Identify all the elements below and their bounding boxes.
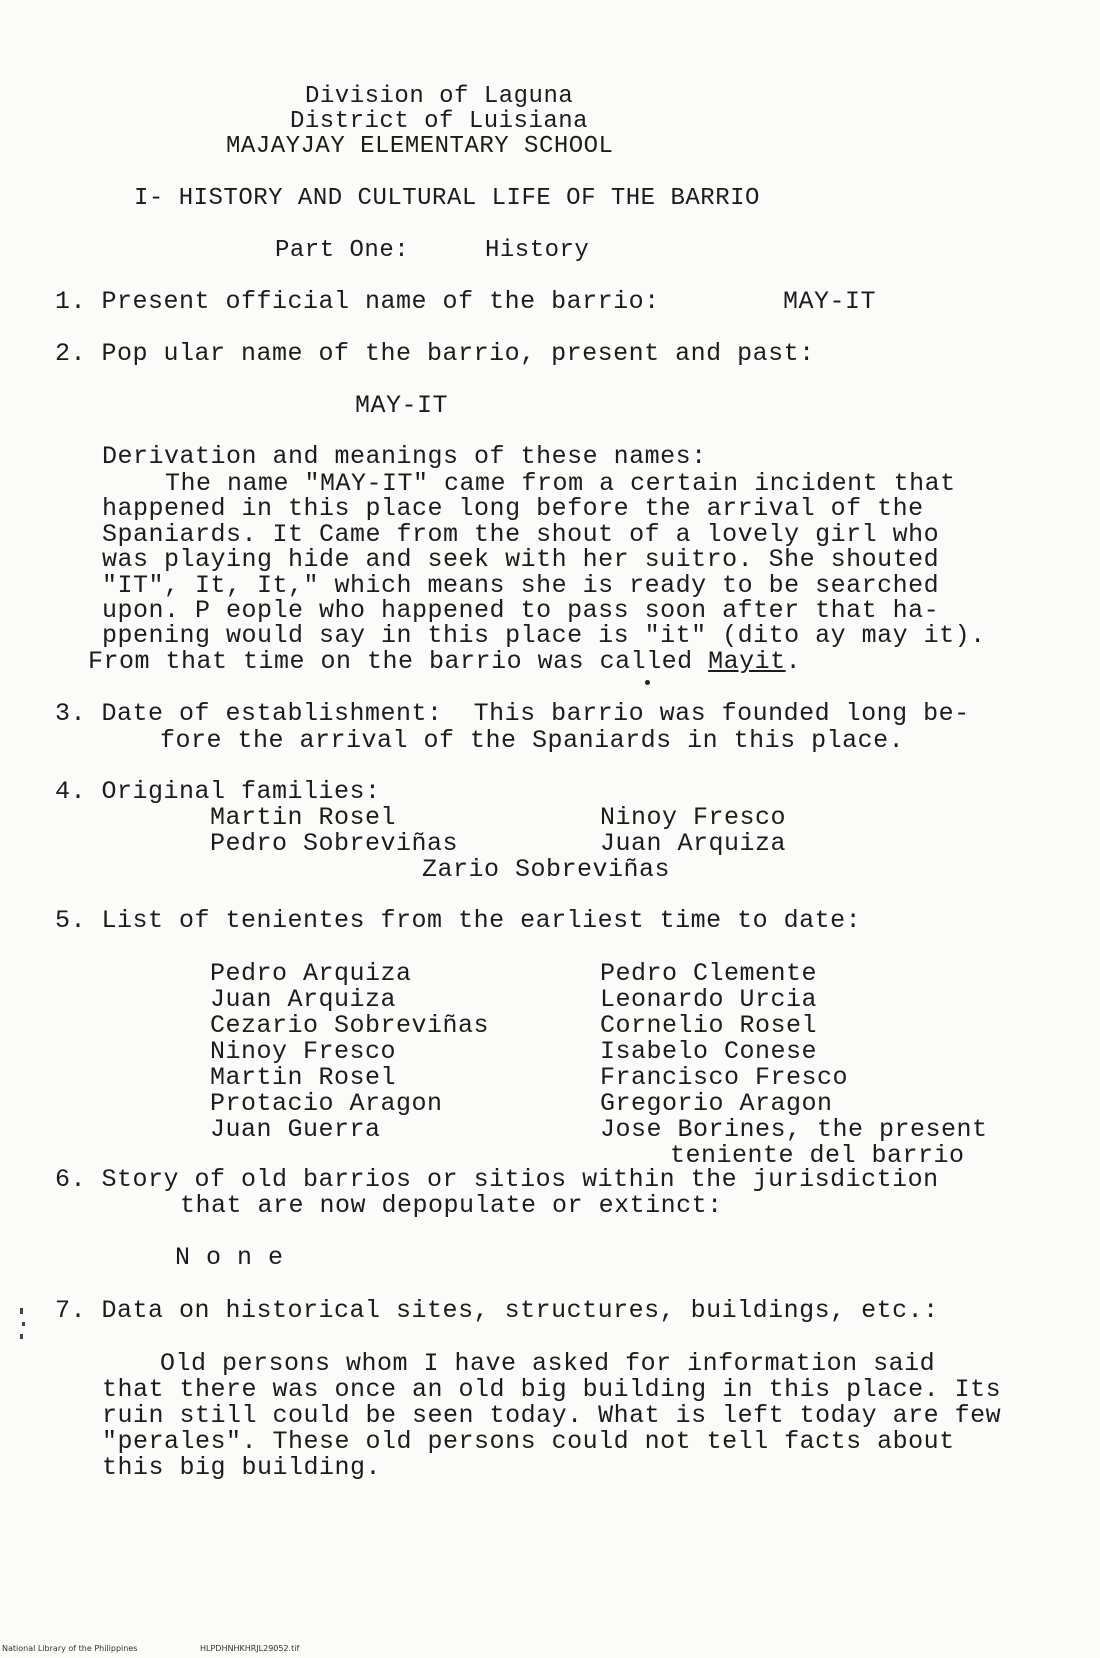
q6-answer: N o n e — [175, 1243, 284, 1272]
sentence-end: . — [785, 647, 802, 676]
ink-speck — [645, 680, 650, 685]
teniente-name: Jose Borines, the present — [600, 1115, 988, 1144]
teniente-name: Juan Guerra — [210, 1115, 381, 1144]
teniente-name: Pedro Arquiza — [210, 959, 412, 988]
derivation-line: Spaniards. It Came from the shout of a lovely girl who — [102, 520, 940, 549]
derivation-line: upon. P eople who happened to pass soon after that ha- — [102, 596, 940, 625]
derivation-line: ppening would say in this place is "it" (dito ay may it). — [102, 621, 986, 650]
district-heading: District of Luisiana — [290, 108, 589, 135]
teniente-name: Francisco Fresco — [600, 1063, 849, 1092]
teniente-name: Pedro Clemente — [600, 959, 818, 988]
teniente-name: Juan Arquiza — [210, 985, 397, 1014]
division-heading: Division of Laguna — [305, 83, 574, 110]
derivation-line: The name "MAY-IT" came from a certain incident that — [165, 469, 956, 498]
derivation-line: "IT", It, It," which means she is ready to be searched — [102, 571, 940, 600]
q7-text-line: this big building. — [102, 1453, 382, 1482]
q7-text-line: "perales". These old persons could not tell facts about — [102, 1427, 955, 1456]
derivation-line-last — [88, 648, 801, 676]
q7-text-line: ruin still could be seen today. What is left today are few — [102, 1401, 1002, 1430]
teniente-name: Martin Rosel — [210, 1063, 397, 1092]
part-label: Part One: — [275, 237, 410, 264]
family-name: Pedro Sobreviñas — [210, 829, 459, 858]
derivation-line: happened in this place long before the arrival of the — [102, 494, 924, 523]
teniente-name: Ninoy Fresco — [210, 1037, 397, 1066]
school-heading: MAJAYJAY ELEMENTARY SCHOOL — [226, 133, 614, 160]
q2-label: 2. Pop ular name of the barrio, present and past: — [55, 339, 815, 368]
q2-answer: MAY-IT — [355, 391, 449, 420]
family-name: Zario Sobreviñas — [422, 855, 671, 884]
teniente-name: Gregorio Aragon — [600, 1089, 833, 1118]
q6-line2: that are now depopulate or extinct: — [180, 1191, 723, 1220]
family-name: Martin Rosel — [210, 803, 397, 832]
q3-line2: fore the arrival of the Spaniards in this place. — [160, 726, 905, 755]
q2-derivation-label: Derivation and meanings of these names: — [102, 442, 707, 471]
q3-line1: 3. Date of establishment: This barrio was founded long be- — [55, 699, 970, 728]
family-name: Juan Arquiza — [600, 829, 787, 858]
q1-answer: MAY-IT — [783, 287, 877, 316]
derivation-line: From that time on the barrio was called — [88, 647, 709, 676]
part-name: History — [485, 237, 590, 264]
margin-mark — [22, 1322, 25, 1326]
q7-text-line: Old persons whom I have asked for information said — [160, 1349, 936, 1378]
teniente-name: Leonardo Urcia — [600, 985, 818, 1014]
teniente-name-continued: teniente del barrio — [670, 1141, 965, 1170]
file-id-footer: HLPDHNHKHRJL29052.tif — [200, 1644, 300, 1653]
q7-text-line: that there was once an old big building in this place. Its — [102, 1375, 1002, 1404]
q6-line1: 6. Story of old barrios or sitios within the jurisdiction — [55, 1165, 939, 1194]
library-footer: National Library of the Philippines — [2, 1644, 138, 1653]
teniente-name: Cezario Sobreviñas — [210, 1011, 490, 1040]
section-title: I- HISTORY AND CULTURAL LIFE OF THE BARRIO — [134, 185, 760, 212]
teniente-name: Cornelio Rosel — [600, 1011, 818, 1040]
teniente-name: Isabelo Conese — [600, 1037, 818, 1066]
q7-label: 7. Data on historical sites, structures, buildings, etc.: — [55, 1296, 939, 1325]
margin-mark — [20, 1308, 23, 1314]
q4-label: 4. Original families: — [55, 777, 381, 806]
family-name: Ninoy Fresco — [600, 803, 787, 832]
barrio-called-name: Mayit — [708, 647, 786, 676]
q5-label: 5. List of tenientes from the earliest time to date: — [55, 906, 862, 935]
q1-label: 1. Present official name of the barrio: — [55, 287, 660, 316]
derivation-line: was playing hide and seek with her suitro. She shouted — [102, 545, 940, 574]
margin-mark — [20, 1334, 23, 1339]
teniente-name: Protacio Aragon — [210, 1089, 443, 1118]
